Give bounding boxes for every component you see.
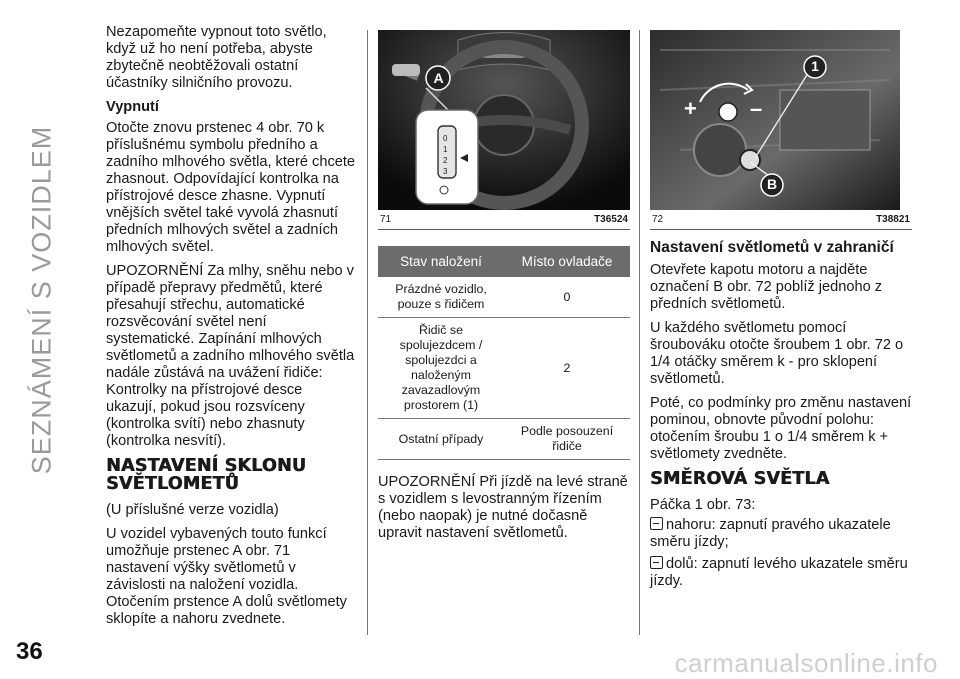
- heading-headlight-levelling: NASTAVENÍ SKLONU SVĚTLOMETŮ: [106, 456, 307, 494]
- figure-code: T36524: [594, 214, 628, 225]
- bullet-icon: [650, 556, 663, 569]
- plus-sign: +: [684, 96, 697, 121]
- bullet-icon: [650, 517, 663, 530]
- figure-71: [378, 30, 630, 210]
- heading-direction-indicators: SMĚROVÁ SVĚTLA: [650, 469, 830, 489]
- dial-digit: 2: [443, 156, 448, 165]
- list-item-text: nahoru: zapnutí pravého ukazatele směru jízdy;: [650, 517, 891, 550]
- dial-digit: 0: [443, 134, 448, 143]
- callout-b-label: B: [766, 176, 778, 192]
- paragraph: U každého světlometu pomocí šroubováku otočte šroubem 1 obr. 72 o 1/4 otáčky směrem k - pro sklopení světlometů.: [650, 320, 904, 387]
- paragraph: Nezapomeňte vypnout toto světlo, když už ho není potřeba, abyste zbytečně neobtěžovali ostatní účastníky silničního provozu.: [106, 24, 327, 91]
- paragraph-note: UPOZORNĚNÍ Při jízdě na levé straně s vozidlem s levostranným řízením (nebo naopak) je nutné dočasně upravit nastavení světlometů.: [378, 474, 628, 541]
- table-header: Stav naložení: [378, 246, 504, 277]
- table-cell: 0: [504, 277, 630, 318]
- page-number: 36: [16, 638, 43, 665]
- paragraph: Páčka 1 obr. 73:: [650, 497, 756, 513]
- paragraph: Otočte znovu prstenec 4 obr. 70 k příslušnému symbolu předního a zadního mlhového světla, které chcete zhasnout. Odpovídající kontrolka na přístrojové desce zhasne. Vypnutí vnějších světel také vyvolá zhasnutí předních mlhových světel a zadních mlhových světel.: [106, 120, 356, 255]
- dial-digit: 3: [443, 167, 448, 176]
- figure-71-caption: [378, 210, 630, 230]
- heading-abroad: Nastavení světlometů v zahraničí: [650, 239, 894, 256]
- table-row: [378, 277, 630, 318]
- paragraph: Poté, co podmínky pro změnu nastavení pominou, obnovte původní polohu: otočením šroubu 1 o 1/4 směrem k + světlomety zvedněte.: [650, 395, 912, 462]
- section-side-title: SEZNÁMENÍ S VOZIDLEM: [26, 125, 57, 475]
- paragraph: Otevřete kapotu motoru a najděte označení B obr. 72 poblíž jednoho z předních světlometů.: [650, 262, 883, 312]
- figure-number: 71: [380, 214, 392, 225]
- watermark: carmanualsonline.info: [674, 648, 938, 678]
- steering-wheel-illustration: [378, 30, 630, 210]
- load-settings-table: [378, 246, 630, 460]
- column-divider-1: [367, 30, 368, 635]
- list-item: [650, 556, 912, 590]
- figure-number: 72: [652, 214, 664, 225]
- figure-code: T38821: [876, 214, 910, 225]
- table-cell: Ostatní případy: [378, 419, 504, 460]
- list-item-text: dolů: zapnutí levého ukazatele směru jízdy.: [650, 556, 908, 589]
- figure-72-caption: [650, 210, 912, 230]
- column-3: [650, 30, 912, 595]
- paragraph: U vozidel vybavených touto funkcí umožňuje prstenec A obr. 71 nastavení výšky světlometů v závislosti na naložení vozidla. Otočením prstence A dolů světlomety sklopíte a nahoru zvednete.: [106, 526, 347, 627]
- table-row: [378, 318, 630, 419]
- table-cell: Podle posouzení řidiče: [504, 419, 630, 460]
- list-item: [650, 517, 912, 551]
- column-divider-2: [639, 30, 640, 635]
- table-cell: 2: [504, 318, 630, 419]
- figure-72: [650, 30, 900, 210]
- table-header: Místo ovladače: [504, 246, 630, 277]
- paragraph: (U příslušné verze vozidla): [106, 502, 279, 518]
- column-2: [378, 30, 630, 549]
- dial-digit: 1: [443, 145, 448, 154]
- paragraph-note: UPOZORNĚNÍ Za mlhy, sněhu nebo v případě přepravy předmětů, které přesahují střechu, automatické rozsvěcování světel není systematické. Zapínání mlhových světlometů a zadního mlhového světla nadále zůstává na uvážení řidiče: Kontrolky na přístrojové desce ukazují, pokud jsou rozsvíceny (kontrolka svítí) nebo zhasnuty (kontrolka nesvítí).: [106, 263, 355, 449]
- subheading-off: Vypnutí: [106, 99, 159, 115]
- callout-a-label: A: [433, 70, 444, 86]
- table-cell: Prázdné vozidlo, pouze s řidičem: [378, 277, 504, 318]
- table-row: [378, 419, 630, 460]
- minus-sign: –: [750, 96, 763, 121]
- callout-1-label: 1: [811, 58, 819, 74]
- column-1: [106, 24, 356, 635]
- table-cell: Řidič se spolujezdcem / spolujezdci a naloženým zavazadlovým prostorem (1): [378, 318, 504, 419]
